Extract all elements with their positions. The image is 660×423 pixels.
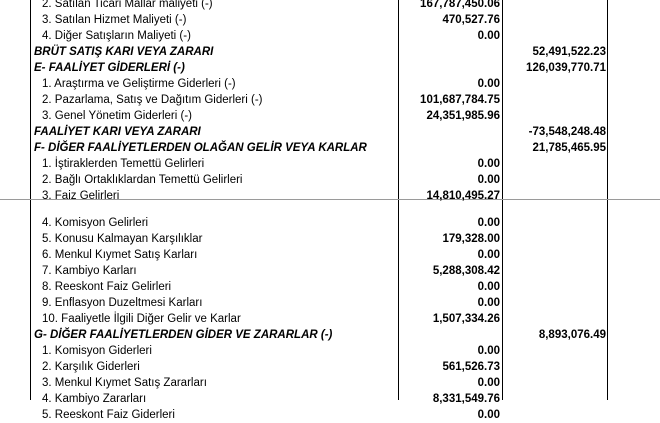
section-header-row: [34, 124, 606, 140]
amount-cell: 8,331,549.76: [432, 393, 500, 405]
row-label: 9. Enflasyon Duzeltmesi Karları: [42, 297, 203, 309]
line-item-row: [34, 156, 606, 172]
row-label: 4. Komisyon Gelirleri: [42, 217, 149, 229]
amount-cell: 0.00: [477, 217, 500, 229]
right-border-line-lower: [607, 200, 608, 400]
amount-cell: 5,288,308.42: [432, 265, 500, 277]
row-label: 1. Araştırma ve Geliştirme Giderleri (-): [42, 78, 236, 90]
total-cell: 52,491,522.23: [532, 46, 606, 58]
row-label: 3. Menkul Kıymet Satış Zararları: [42, 377, 207, 389]
amount-cell: 0.00: [477, 409, 500, 421]
total-cell: 8,893,076.49: [538, 329, 606, 341]
row-label: 3. Genel Yönetim Giderleri (-): [42, 110, 192, 122]
line-item-row: [34, 0, 606, 12]
row-label: E- FAALİYET GİDERLERİ (-): [34, 62, 185, 74]
row-label: FAALİYET KARI VEYA ZARARI: [34, 126, 201, 138]
row-label: 3. Faiz Gelirleri: [42, 190, 120, 202]
section-header-row: [34, 327, 606, 343]
amount-cell: 0.00: [477, 174, 500, 186]
total-cell: 126,039,770.71: [526, 62, 606, 74]
line-item-row: [34, 391, 606, 407]
row-label: G- DİĞER FAALİYETLERDEN GİDER VE ZARARLAR (-): [34, 329, 333, 341]
amount-cell: 0.00: [477, 281, 500, 293]
amount-cell: 0.00: [477, 78, 500, 90]
row-label: 8. Reeskont Faiz Gelirleri: [42, 281, 172, 293]
amount-cell: 0.00: [477, 158, 500, 170]
line-item-row: [34, 12, 606, 28]
row-label: 4. Kambiyo Zararları: [42, 393, 147, 405]
row-label: 4. Diğer Satışların Maliyeti (-): [42, 30, 191, 42]
line-item-row: [34, 295, 606, 311]
line-item-row: [34, 375, 606, 391]
row-label: 10. Faaliyetle İlgili Diğer Gelir ve Karlar: [42, 313, 241, 325]
amount-cell: 1,507,334.26: [432, 313, 500, 325]
amount-cell: 0.00: [477, 377, 500, 389]
right-border-line: [607, 0, 608, 200]
amount-cell: 179,328.00: [442, 233, 500, 245]
row-label: 2. Bağlı Ortaklıklardan Temettü Gelirleri: [42, 174, 243, 186]
row-label: 2. Karşılık Giderleri: [42, 361, 140, 373]
row-label: 2. Satılan Ticari Mallar maliyeti (-): [42, 0, 213, 10]
line-item-row: [34, 279, 606, 295]
left-border-line: [30, 0, 31, 200]
row-label: 1. İştiraklerden Temettü Gelirleri: [42, 158, 205, 170]
row-label: 1. Komisyon Giderleri: [42, 345, 152, 357]
row-label: 5. Reeskont Faiz Giderleri: [42, 409, 175, 421]
line-item-row: [34, 188, 606, 204]
row-label: 7. Kambiyo Karları: [42, 265, 137, 277]
amount-cell: 0.00: [477, 297, 500, 309]
amount-cell: 167,787,450.06: [420, 0, 500, 10]
row-label: 2. Pazarlama, Satış ve Dağıtım Giderleri (-): [42, 94, 263, 106]
line-item-row: [34, 311, 606, 327]
line-item-row: [34, 215, 606, 231]
total-cell: -73,548,248.48: [528, 126, 606, 138]
line-item-row: [34, 92, 606, 108]
total-cell: 21,785,465.95: [532, 142, 606, 154]
row-label: 3. Satılan Hizmet Maliyeti (-): [42, 14, 187, 26]
section-header-row: [34, 60, 606, 76]
line-item-row: [34, 108, 606, 124]
left-border-line-lower: [30, 200, 31, 400]
amount-cell: 14,810,495.27: [426, 190, 500, 202]
amount-cell: 0.00: [477, 345, 500, 357]
line-item-row: [34, 263, 606, 279]
amount-cell: 0.00: [477, 30, 500, 42]
amount-cell: 0.00: [477, 249, 500, 261]
row-label: 5. Konusu Kalmayan Karşılıklar: [42, 233, 203, 245]
line-item-row: [34, 247, 606, 263]
line-item-row: [34, 359, 606, 375]
row-label: BRÜT SATIŞ KARI VEYA ZARARI: [34, 46, 214, 58]
amount-cell: 561,526.73: [442, 361, 500, 373]
section-header-row: [34, 140, 606, 156]
row-label: F- DİĞER FAALİYETLERDEN OLAĞAN GELİR VEYA KARLAR: [34, 142, 367, 154]
amount-cell: 470,527.76: [442, 14, 500, 26]
line-item-row: [34, 76, 606, 92]
row-label: 6. Menkul Kıymet Satış Karları: [42, 249, 198, 261]
line-item-row: [34, 343, 606, 359]
amount-cell: 101,687,784.75: [420, 94, 500, 106]
amount-cell: 24,351,985.96: [426, 110, 500, 122]
section-header-row: [34, 44, 606, 60]
line-item-row: [34, 407, 606, 423]
line-item-row: [34, 28, 606, 44]
line-item-row: [34, 172, 606, 188]
line-item-row: [34, 231, 606, 247]
